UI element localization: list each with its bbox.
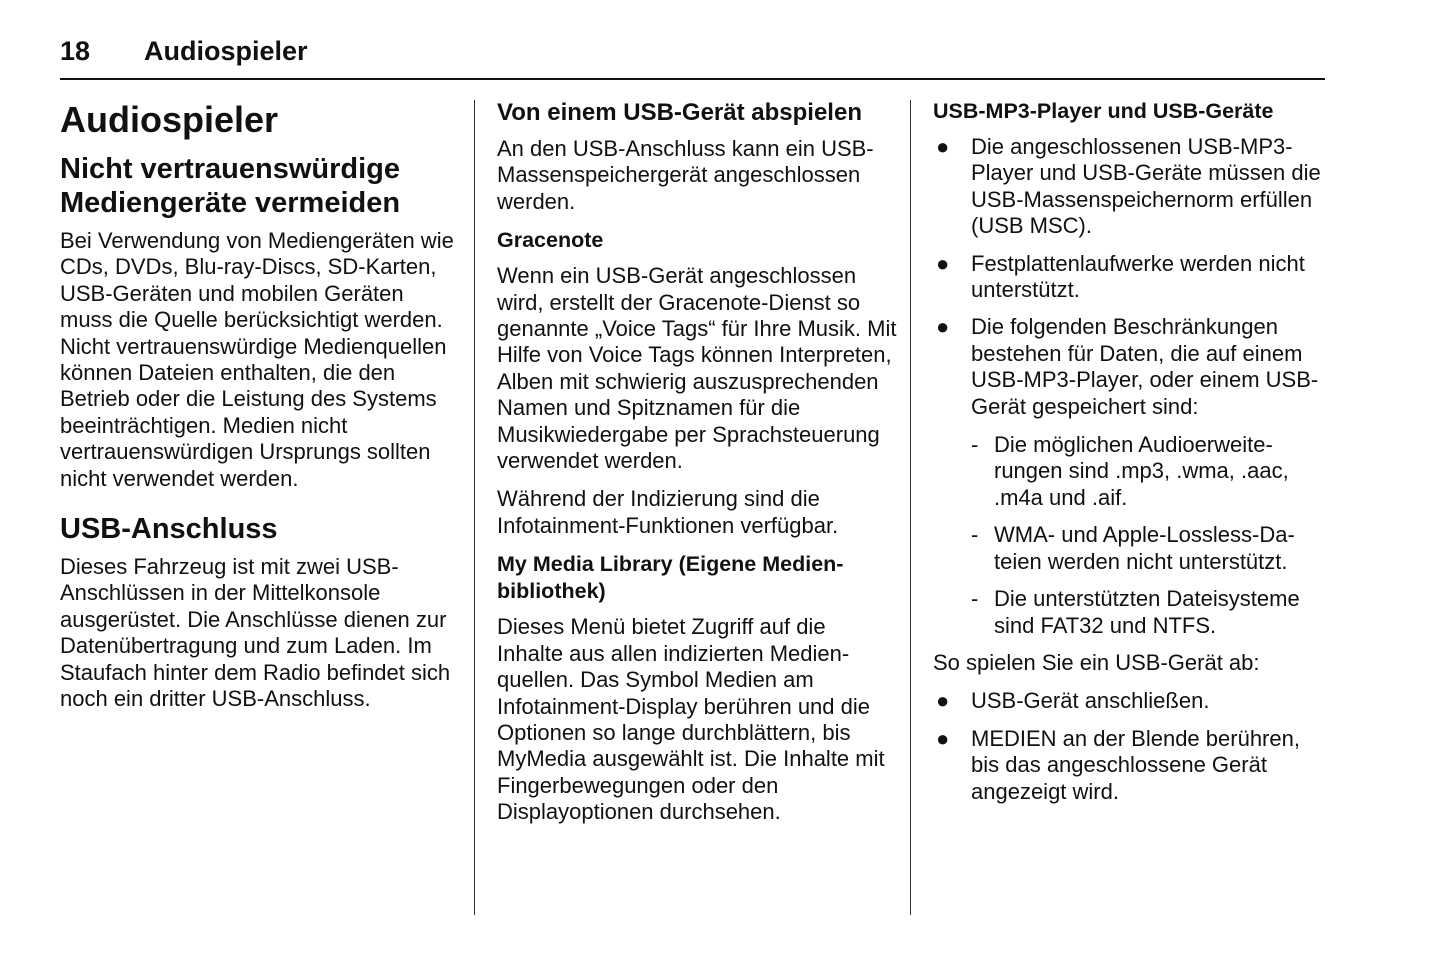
chapter-title: Audiospieler (60, 99, 279, 140)
list-item (933, 134, 1328, 240)
list-item-text: MEDIEN an der Blende berühren, bis das angeschlossene Gerät angezeigt wird. (971, 725, 1300, 804)
column-middle (497, 98, 897, 838)
section-heading-usb-port: USB-Anschluss (60, 513, 278, 546)
list-item-text: USB-Gerät anschließen. (971, 688, 1210, 714)
dash-icon: - (971, 586, 979, 612)
list-item (971, 432, 1328, 511)
bullet-icon: ● (936, 688, 950, 714)
list-item (933, 314, 1328, 420)
section-heading-usb-playback: Von einem USB-Gerät abspielen (497, 99, 862, 126)
dash-icon: - (971, 432, 979, 458)
list-item (971, 586, 1328, 639)
subheading-usb-mp3-player: USB-MP3-Player und USB-Geräte (933, 99, 1274, 123)
subheading-gracenote: Gracenote (497, 228, 604, 253)
bullet-icon: ● (936, 250, 950, 276)
page-number: 18 (60, 36, 91, 66)
column-divider (474, 100, 475, 915)
list-item (933, 251, 1328, 304)
column-divider (910, 100, 911, 915)
paragraph-usb-intro: An den USB-Anschluss kann ein USB-Massenspeichergerät angeschlossen werden. (497, 136, 874, 214)
list-item-text: Die folgenden Beschränkungen bestehen für Daten, die auf einem USB-MP3-Player, oder einem USB-Gerät gespeichert sind: (971, 314, 1319, 419)
list-item (971, 522, 1328, 575)
page-header (60, 34, 1325, 80)
list-item (933, 688, 1328, 714)
subheading-media-library: My Media Library (Eigene Medienbibliothek) (497, 552, 844, 604)
list-item-text: Festplattenlaufwerke werden nicht unterstützt. (971, 250, 1305, 303)
column-left (60, 98, 460, 725)
paragraph-gracenote-2: Während der Indizierung sind die Infotainment-Funktionen verfügbar. (497, 486, 839, 538)
list-item-text: Die angeschlossenen USB-MP3-Player und USB-Geräte müssen die USB-Massenspeichernorm erfüllen (USB MSC). (971, 134, 1321, 239)
paragraph-howto-intro: So spielen Sie ein USB-Gerät ab: (933, 649, 1260, 675)
bullet-icon: ● (936, 134, 950, 159)
bullet-list-steps (933, 688, 1328, 805)
list-item (933, 726, 1328, 805)
dash-icon: - (971, 522, 979, 548)
list-item-text: WMA- und Apple-Lossless-Dateien werden nicht unterstützt. (994, 522, 1295, 574)
paragraph-usb-port: Dieses Fahrzeug ist mit zwei USB-Anschlüssen in der Mittelkonsole ausgerüstet. Die Anschlüsse dienen zur Datenübertragung und zum Laden. Im Staufach hinter dem Radio befindet sich noch ein dritter USB-Anschluss. (60, 554, 451, 712)
paragraph-gracenote-1: Wenn ein USB-Gerät angeschlossen wird, erstellt der Gracenote-Dienst so genannte „Voice Tags“ für Ihre Musik. Mit Hilfe von Voice Tags können Interpreten, Alben mit schwierig auszusprechenden Namen und Spitznamen für die Musikwiedergabe per Sprachsteuerung verwendet werden. (497, 263, 897, 474)
paragraph-untrusted-media: Bei Verwendung von Mediengeräten wie CDs, DVDs, Blu-ray-Discs, SD-Karten, USB-Geräten und mobilen Geräten muss die Quelle berücksichtigt werden. Nicht vertrauenswürdige Medienquellen können Dateien enthalten, die den Betrieb oder die Leistung des Systems beeinträchtigen. Medien nicht vertrauenswürdigen Ursprungs sollten nicht verwendet werden. (60, 228, 454, 491)
paragraph-media-library: Dieses Menü bietet Zugriff auf die Inhalte aus allen indizierten Medienquellen. Das Symbol Medien am Infotainment-Display berühren und die Optionen so lange durchblättern, bis MyMedia ausgewählt ist. Die Inhalte mit Fingerbewegungen oder den Displayoptionen durchsehen. (497, 614, 885, 825)
section-heading-untrusted-media: Nicht vertrauenswürdige Mediengeräte vermeiden (60, 153, 401, 219)
bullet-icon: ● (936, 314, 950, 340)
bullet-list-requirements (933, 134, 1328, 420)
list-item-text: Die unterstützten Dateisysteme sind FAT32 und NTFS. (994, 586, 1300, 638)
bullet-icon: ● (936, 725, 950, 751)
column-right (933, 98, 1328, 817)
running-title: Audiospieler (144, 36, 308, 66)
dash-list-restrictions (971, 432, 1328, 639)
list-item-text: Die möglichen Audioerweiterungen sind .mp3, .wma, .aac, .m4a und .aif. (994, 432, 1289, 510)
